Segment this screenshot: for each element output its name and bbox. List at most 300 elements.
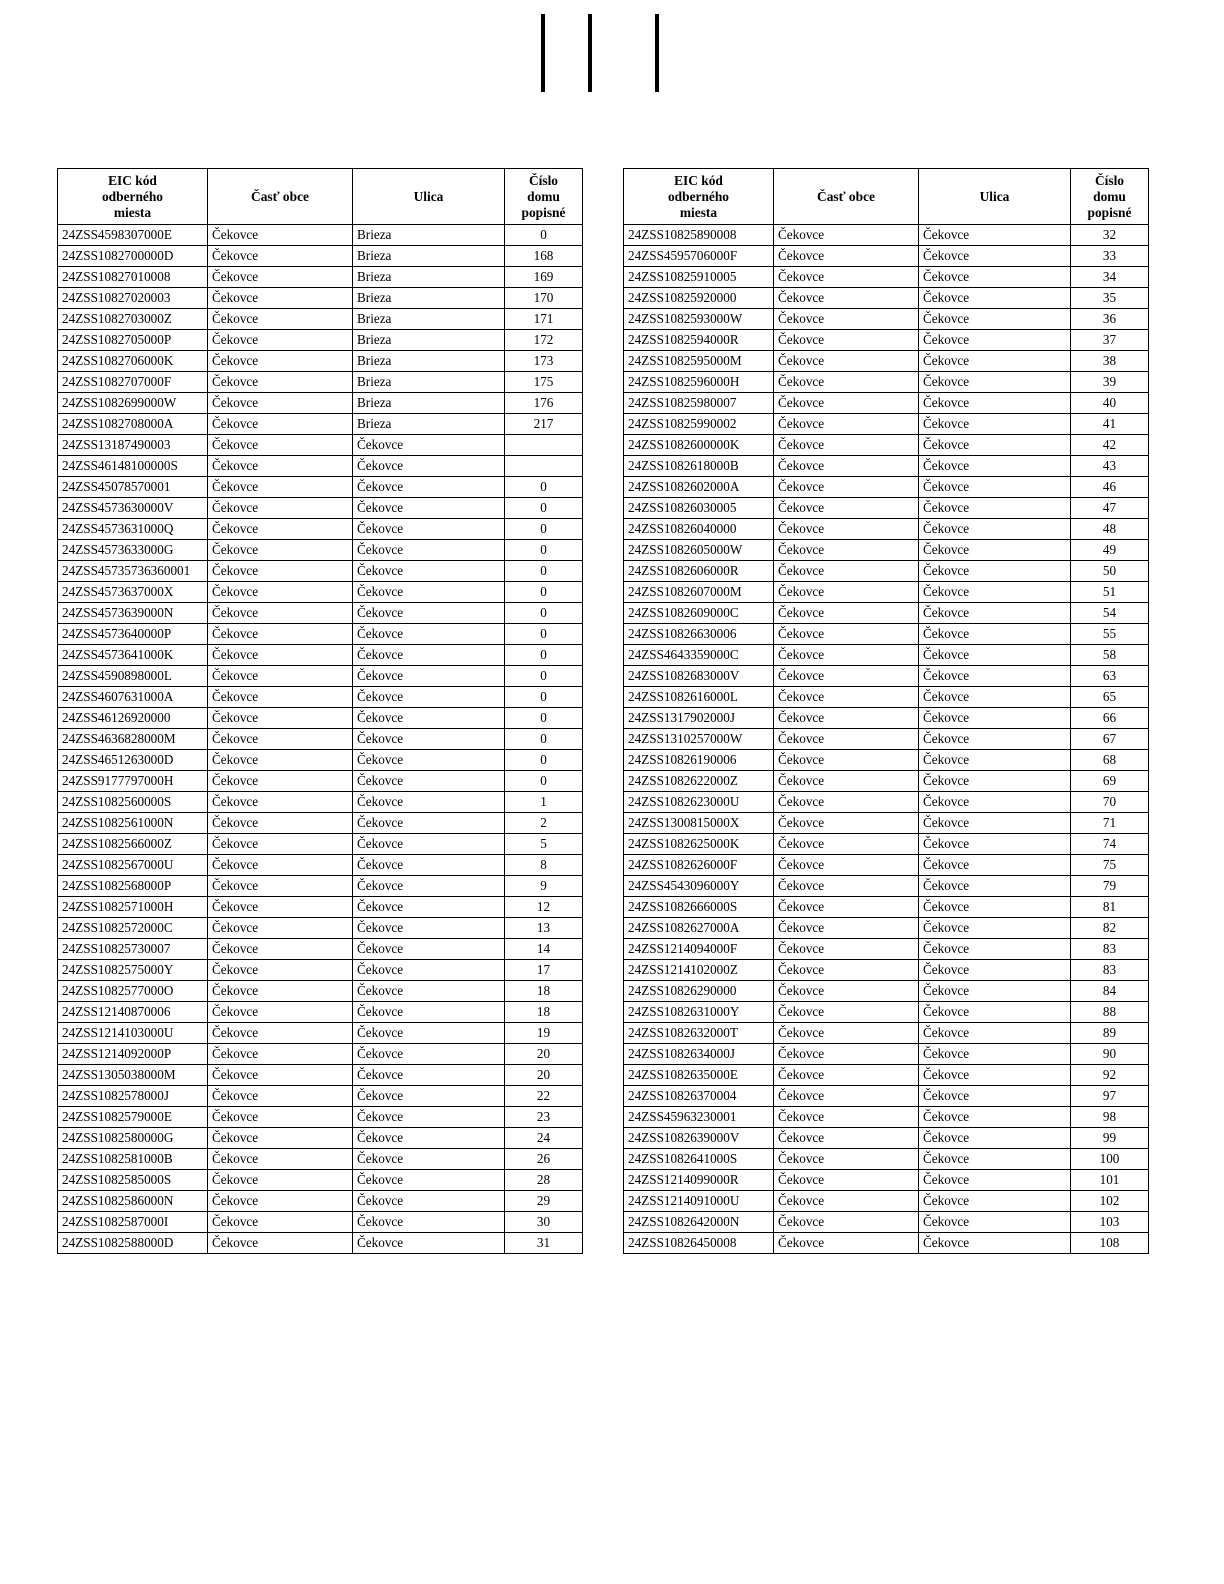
cell-cast-obce: Čekovce xyxy=(208,792,353,813)
table-row xyxy=(624,498,1149,519)
cell-ulica: Brieza xyxy=(353,372,505,393)
table-row xyxy=(58,267,583,288)
cell-cislo-domu: 36 xyxy=(1071,309,1149,330)
cell-cast-obce: Čekovce xyxy=(774,1065,919,1086)
cell-ulica: Čekovce xyxy=(353,960,505,981)
cell-cast-obce: Čekovce xyxy=(774,540,919,561)
cell-ulica: Čekovce xyxy=(919,1023,1071,1044)
cell-cislo-domu: 89 xyxy=(1071,1023,1149,1044)
cell-eic-code: 24ZSS1214102000Z xyxy=(624,960,774,981)
cell-eic-code: 24ZSS46126920000 xyxy=(58,708,208,729)
table-row xyxy=(624,288,1149,309)
cell-ulica: Čekovce xyxy=(353,1233,505,1254)
cell-eic-code: 24ZSS1082699000W xyxy=(58,393,208,414)
cell-cast-obce: Čekovce xyxy=(774,1233,919,1254)
cell-cislo-domu: 102 xyxy=(1071,1191,1149,1212)
cell-cislo-domu: 0 xyxy=(505,645,583,666)
cell-cast-obce: Čekovce xyxy=(208,309,353,330)
cell-eic-code: 24ZSS4573630000V xyxy=(58,498,208,519)
table-row xyxy=(624,876,1149,897)
cell-ulica: Čekovce xyxy=(919,267,1071,288)
cell-ulica: Čekovce xyxy=(919,1086,1071,1107)
cislo-header-line-1: Číslo xyxy=(528,173,559,188)
cell-cast-obce: Čekovce xyxy=(208,519,353,540)
cell-eic-code: 24ZSS1082641000S xyxy=(624,1149,774,1170)
cell-eic-code: 24ZSS13187490003 xyxy=(58,435,208,456)
cell-cislo-domu: 9 xyxy=(505,876,583,897)
cell-eic-code: 24ZSS1082700000D xyxy=(58,246,208,267)
cell-cast-obce: Čekovce xyxy=(208,1065,353,1086)
cell-cast-obce: Čekovce xyxy=(774,1128,919,1149)
cell-ulica: Čekovce xyxy=(919,1191,1071,1212)
cell-cislo-domu: 0 xyxy=(505,666,583,687)
cell-cast-obce: Čekovce xyxy=(208,981,353,1002)
cell-cislo-domu: 58 xyxy=(1071,645,1149,666)
cell-eic-code: 24ZSS45078570001 xyxy=(58,477,208,498)
table-row xyxy=(58,498,583,519)
cell-cast-obce: Čekovce xyxy=(208,1191,353,1212)
cell-eic-code: 24ZSS1082642000N xyxy=(624,1212,774,1233)
cell-ulica: Čekovce xyxy=(353,792,505,813)
cell-cast-obce: Čekovce xyxy=(208,624,353,645)
table-row xyxy=(58,603,583,624)
cell-cast-obce: Čekovce xyxy=(208,960,353,981)
cell-cislo-domu: 0 xyxy=(505,519,583,540)
cell-cast-obce: Čekovce xyxy=(208,477,353,498)
cislo-header-line-3: popisné xyxy=(521,204,566,220)
cislo-header-line-2: domu xyxy=(1093,188,1126,204)
cell-cast-obce: Čekovce xyxy=(774,876,919,897)
cell-ulica: Čekovce xyxy=(353,771,505,792)
cell-ulica: Brieza xyxy=(353,393,505,414)
cell-cast-obce: Čekovce xyxy=(774,813,919,834)
cell-cast-obce: Čekovce xyxy=(208,246,353,267)
cell-eic-code: 24ZSS1082626000F xyxy=(624,855,774,876)
cell-eic-code: 24ZSS4590898000L xyxy=(58,666,208,687)
cell-ulica: Čekovce xyxy=(353,498,505,519)
cell-ulica: Čekovce xyxy=(919,918,1071,939)
cell-cislo-domu: 0 xyxy=(505,771,583,792)
table-row xyxy=(624,1086,1149,1107)
cell-eic-code: 24ZSS10826030005 xyxy=(624,498,774,519)
cell-ulica: Čekovce xyxy=(919,414,1071,435)
table-row xyxy=(624,1023,1149,1044)
table-row xyxy=(624,330,1149,351)
cell-ulica: Čekovce xyxy=(919,561,1071,582)
cell-eic-code: 24ZSS1082607000M xyxy=(624,582,774,603)
cell-cislo-domu: 30 xyxy=(505,1212,583,1233)
cell-cislo-domu: 0 xyxy=(505,729,583,750)
cell-eic-code: 24ZSS1082586000N xyxy=(58,1191,208,1212)
table-header-row xyxy=(58,169,583,225)
table-row xyxy=(58,1233,583,1254)
cell-cast-obce: Čekovce xyxy=(208,393,353,414)
cell-ulica: Čekovce xyxy=(919,834,1071,855)
cell-cast-obce: Čekovce xyxy=(774,603,919,624)
cell-cast-obce: Čekovce xyxy=(208,1128,353,1149)
table-row xyxy=(624,582,1149,603)
table-row xyxy=(624,372,1149,393)
cell-cast-obce: Čekovce xyxy=(208,750,353,771)
table-row xyxy=(624,519,1149,540)
table-row xyxy=(624,771,1149,792)
cell-ulica: Čekovce xyxy=(919,792,1071,813)
cell-eic-code: 24ZSS4636828000M xyxy=(58,729,208,750)
cell-cislo-domu: 0 xyxy=(505,603,583,624)
cell-cislo-domu: 99 xyxy=(1071,1128,1149,1149)
cell-ulica: Čekovce xyxy=(353,435,505,456)
cell-eic-code: 24ZSS1082587000I xyxy=(58,1212,208,1233)
cell-eic-code: 24ZSS12140870006 xyxy=(58,1002,208,1023)
cell-cislo-domu: 97 xyxy=(1071,1086,1149,1107)
table-row xyxy=(58,393,583,414)
cell-eic-code: 24ZSS4543096000Y xyxy=(624,876,774,897)
cell-eic-code: 24ZSS10826450008 xyxy=(624,1233,774,1254)
table-row xyxy=(58,519,583,540)
cell-ulica: Brieza xyxy=(353,414,505,435)
cell-eic-code: 24ZSS10827020003 xyxy=(58,288,208,309)
cell-cast-obce: Čekovce xyxy=(208,267,353,288)
table-row xyxy=(58,225,583,246)
cell-cast-obce: Čekovce xyxy=(208,372,353,393)
cell-cast-obce: Čekovce xyxy=(774,372,919,393)
cell-eic-code: 24ZSS1082578000J xyxy=(58,1086,208,1107)
cell-cislo-domu: 98 xyxy=(1071,1107,1149,1128)
cell-cast-obce: Čekovce xyxy=(774,519,919,540)
cell-ulica: Čekovce xyxy=(353,1002,505,1023)
cell-cast-obce: Čekovce xyxy=(208,708,353,729)
cell-cislo-domu: 19 xyxy=(505,1023,583,1044)
cell-ulica: Čekovce xyxy=(353,582,505,603)
cell-cislo-domu xyxy=(505,435,583,456)
table-row xyxy=(58,897,583,918)
cell-cast-obce: Čekovce xyxy=(774,1149,919,1170)
cell-cislo-domu: 67 xyxy=(1071,729,1149,750)
cell-ulica: Čekovce xyxy=(919,309,1071,330)
cell-cast-obce: Čekovce xyxy=(774,960,919,981)
cell-ulica: Čekovce xyxy=(919,645,1071,666)
cell-ulica: Brieza xyxy=(353,246,505,267)
cell-eic-code: 24ZSS1082568000P xyxy=(58,876,208,897)
cell-ulica: Čekovce xyxy=(919,855,1071,876)
cell-ulica: Čekovce xyxy=(353,603,505,624)
cell-ulica: Čekovce xyxy=(919,1107,1071,1128)
table-row xyxy=(624,246,1149,267)
cell-ulica: Čekovce xyxy=(919,687,1071,708)
cell-cislo-domu: 69 xyxy=(1071,771,1149,792)
cell-cislo-domu: 108 xyxy=(1071,1233,1149,1254)
cell-cislo-domu: 0 xyxy=(505,687,583,708)
cell-cast-obce: Čekovce xyxy=(208,540,353,561)
cell-cast-obce: Čekovce xyxy=(208,1212,353,1233)
cell-cast-obce: Čekovce xyxy=(208,855,353,876)
cell-cislo-domu: 49 xyxy=(1071,540,1149,561)
cell-eic-code: 24ZSS1305038000M xyxy=(58,1065,208,1086)
cell-eic-code: 24ZSS1082560000S xyxy=(58,792,208,813)
cell-eic-code: 24ZSS4598307000E xyxy=(58,225,208,246)
cell-eic-code: 24ZSS1082609000C xyxy=(624,603,774,624)
table-row xyxy=(624,666,1149,687)
table-row xyxy=(624,435,1149,456)
cell-eic-code: 24ZSS1214103000U xyxy=(58,1023,208,1044)
cell-ulica: Čekovce xyxy=(353,750,505,771)
cell-cast-obce: Čekovce xyxy=(774,1023,919,1044)
cell-cislo-domu: 18 xyxy=(505,1002,583,1023)
cell-cislo-domu: 75 xyxy=(1071,855,1149,876)
cell-cast-obce: Čekovce xyxy=(774,477,919,498)
cell-eic-code: 24ZSS1214091000U xyxy=(624,1191,774,1212)
cell-eic-code: 24ZSS4573637000X xyxy=(58,582,208,603)
cell-ulica: Čekovce xyxy=(353,561,505,582)
cell-cast-obce: Čekovce xyxy=(208,330,353,351)
table-row xyxy=(624,729,1149,750)
cell-cast-obce: Čekovce xyxy=(774,729,919,750)
cell-cast-obce: Čekovce xyxy=(208,918,353,939)
cell-cast-obce: Čekovce xyxy=(774,561,919,582)
cell-eic-code: 24ZSS1082588000D xyxy=(58,1233,208,1254)
cell-cast-obce: Čekovce xyxy=(208,1107,353,1128)
table-row xyxy=(58,330,583,351)
table-row xyxy=(624,1044,1149,1065)
cell-cast-obce: Čekovce xyxy=(774,414,919,435)
cell-cast-obce: Čekovce xyxy=(774,834,919,855)
cell-eic-code: 24ZSS1082705000P xyxy=(58,330,208,351)
cell-eic-code: 24ZSS1082639000V xyxy=(624,1128,774,1149)
cell-cislo-domu: 18 xyxy=(505,981,583,1002)
cell-cislo-domu: 50 xyxy=(1071,561,1149,582)
table-row xyxy=(58,1065,583,1086)
cell-cislo-domu: 0 xyxy=(505,624,583,645)
cell-cast-obce: Čekovce xyxy=(208,813,353,834)
cell-cast-obce: Čekovce xyxy=(208,225,353,246)
cell-ulica: Čekovce xyxy=(919,1170,1071,1191)
cell-cislo-domu: 38 xyxy=(1071,351,1149,372)
cell-eic-code: 24ZSS1082666000S xyxy=(624,897,774,918)
cell-eic-code: 24ZSS1082625000K xyxy=(624,834,774,855)
cell-cislo-domu: 65 xyxy=(1071,687,1149,708)
table-row xyxy=(58,456,583,477)
cell-cislo-domu: 42 xyxy=(1071,435,1149,456)
cell-eic-code: 24ZSS4651263000D xyxy=(58,750,208,771)
cell-ulica: Čekovce xyxy=(353,855,505,876)
cell-eic-code: 24ZSS4595706000F xyxy=(624,246,774,267)
cell-cislo-domu: 1 xyxy=(505,792,583,813)
cell-ulica: Čekovce xyxy=(919,393,1071,414)
cell-eic-code: 24ZSS1082634000J xyxy=(624,1044,774,1065)
cell-cast-obce: Čekovce xyxy=(774,246,919,267)
cell-cast-obce: Čekovce xyxy=(774,918,919,939)
column-header-ulica: Ulica xyxy=(919,169,1071,225)
table-row xyxy=(58,834,583,855)
cell-eic-code: 24ZSS1082596000H xyxy=(624,372,774,393)
cell-eic-code: 24ZSS1082632000T xyxy=(624,1023,774,1044)
cell-eic-code: 24ZSS1082635000E xyxy=(624,1065,774,1086)
table-row xyxy=(624,267,1149,288)
cell-eic-code: 24ZSS1082577000O xyxy=(58,981,208,1002)
column-header-cislo-domu xyxy=(505,169,583,225)
table-body-right xyxy=(624,225,1149,1254)
table-row xyxy=(58,855,583,876)
cell-eic-code: 24ZSS1214094000F xyxy=(624,939,774,960)
cell-ulica: Čekovce xyxy=(353,897,505,918)
cell-eic-code: 24ZSS1082567000U xyxy=(58,855,208,876)
table-row xyxy=(624,393,1149,414)
cell-cislo-domu: 79 xyxy=(1071,876,1149,897)
table-row xyxy=(58,351,583,372)
table-header-row xyxy=(624,169,1149,225)
cell-eic-code: 24ZSS1082561000N xyxy=(58,813,208,834)
cell-cast-obce: Čekovce xyxy=(208,561,353,582)
cell-ulica: Čekovce xyxy=(919,939,1071,960)
cell-eic-code: 24ZSS1300815000X xyxy=(624,813,774,834)
cell-cast-obce: Čekovce xyxy=(774,750,919,771)
cell-cislo-domu: 43 xyxy=(1071,456,1149,477)
cell-cislo-domu: 34 xyxy=(1071,267,1149,288)
cell-cislo-domu: 5 xyxy=(505,834,583,855)
cell-eic-code: 24ZSS10825890008 xyxy=(624,225,774,246)
table-row xyxy=(58,750,583,771)
cell-cast-obce: Čekovce xyxy=(208,414,353,435)
cell-cast-obce: Čekovce xyxy=(774,771,919,792)
cell-cast-obce: Čekovce xyxy=(774,309,919,330)
cell-cislo-domu: 0 xyxy=(505,708,583,729)
cell-ulica: Čekovce xyxy=(919,1233,1071,1254)
table-row xyxy=(58,1107,583,1128)
cell-cislo-domu xyxy=(505,456,583,477)
cell-cast-obce: Čekovce xyxy=(774,1002,919,1023)
cell-ulica: Čekovce xyxy=(919,435,1071,456)
table-row xyxy=(624,960,1149,981)
table-row xyxy=(624,351,1149,372)
cell-eic-code: 24ZSS1082683000V xyxy=(624,666,774,687)
table-row xyxy=(58,939,583,960)
cell-ulica: Čekovce xyxy=(353,687,505,708)
cell-ulica: Čekovce xyxy=(353,1023,505,1044)
cell-cislo-domu: 31 xyxy=(505,1233,583,1254)
cell-ulica: Čekovce xyxy=(353,1107,505,1128)
table-row xyxy=(624,561,1149,582)
cell-ulica: Čekovce xyxy=(919,960,1071,981)
eic-header-line-3: miesta xyxy=(113,204,152,220)
cell-ulica: Čekovce xyxy=(919,246,1071,267)
cell-ulica: Čekovce xyxy=(353,708,505,729)
cell-eic-code: 24ZSS1082606000R xyxy=(624,561,774,582)
table-row xyxy=(58,309,583,330)
cell-cislo-domu: 0 xyxy=(505,225,583,246)
cell-cast-obce: Čekovce xyxy=(208,288,353,309)
cell-ulica: Čekovce xyxy=(353,1149,505,1170)
cell-cast-obce: Čekovce xyxy=(208,582,353,603)
cell-ulica: Čekovce xyxy=(353,834,505,855)
cell-cast-obce: Čekovce xyxy=(208,1044,353,1065)
table-row xyxy=(624,309,1149,330)
table-row xyxy=(624,603,1149,624)
table-row xyxy=(58,1191,583,1212)
cell-cislo-domu: 20 xyxy=(505,1044,583,1065)
cell-cast-obce: Čekovce xyxy=(774,666,919,687)
cell-cislo-domu: 41 xyxy=(1071,414,1149,435)
cell-cast-obce: Čekovce xyxy=(208,666,353,687)
cell-cislo-domu: 8 xyxy=(505,855,583,876)
cell-cislo-domu: 171 xyxy=(505,309,583,330)
table-row xyxy=(58,1023,583,1044)
cell-cast-obce: Čekovce xyxy=(208,435,353,456)
cell-cislo-domu: 90 xyxy=(1071,1044,1149,1065)
table-row xyxy=(624,1128,1149,1149)
tables-container xyxy=(57,168,1167,1254)
table-body-left xyxy=(58,225,583,1254)
cell-ulica: Čekovce xyxy=(919,330,1071,351)
table-row xyxy=(624,1170,1149,1191)
cell-ulica: Čekovce xyxy=(919,1212,1071,1233)
cell-ulica: Čekovce xyxy=(919,1128,1071,1149)
cell-ulica: Čekovce xyxy=(919,351,1071,372)
cell-cislo-domu: 81 xyxy=(1071,897,1149,918)
top-redaction-marks xyxy=(0,14,1224,94)
table-row xyxy=(58,813,583,834)
cell-cast-obce: Čekovce xyxy=(774,393,919,414)
table-row xyxy=(624,1107,1149,1128)
cell-ulica: Čekovce xyxy=(353,729,505,750)
cell-ulica: Čekovce xyxy=(353,456,505,477)
cell-cislo-domu: 23 xyxy=(505,1107,583,1128)
cell-eic-code: 24ZSS10826040000 xyxy=(624,519,774,540)
cell-cislo-domu: 63 xyxy=(1071,666,1149,687)
cell-cast-obce: Čekovce xyxy=(774,1107,919,1128)
table-row xyxy=(624,645,1149,666)
table-row xyxy=(58,1149,583,1170)
cell-cislo-domu: 0 xyxy=(505,750,583,771)
eic-table-right xyxy=(623,168,1149,1254)
cell-cast-obce: Čekovce xyxy=(208,939,353,960)
cell-cislo-domu: 169 xyxy=(505,267,583,288)
cell-cislo-domu: 0 xyxy=(505,540,583,561)
cell-cislo-domu: 48 xyxy=(1071,519,1149,540)
cell-eic-code: 24ZSS10825730007 xyxy=(58,939,208,960)
table-row xyxy=(624,456,1149,477)
cell-cast-obce: Čekovce xyxy=(208,498,353,519)
cell-eic-code: 24ZSS1082579000E xyxy=(58,1107,208,1128)
cell-cast-obce: Čekovce xyxy=(774,897,919,918)
cell-cast-obce: Čekovce xyxy=(774,288,919,309)
column-header-eic xyxy=(58,169,208,225)
table-row xyxy=(58,372,583,393)
cell-cislo-domu: 173 xyxy=(505,351,583,372)
cell-cast-obce: Čekovce xyxy=(774,330,919,351)
cell-eic-code: 24ZSS10825990002 xyxy=(624,414,774,435)
cell-eic-code: 24ZSS4573641000K xyxy=(58,645,208,666)
cell-ulica: Čekovce xyxy=(353,918,505,939)
cell-ulica: Čekovce xyxy=(919,372,1071,393)
cell-ulica: Čekovce xyxy=(919,1002,1071,1023)
cell-cislo-domu: 170 xyxy=(505,288,583,309)
cell-ulica: Čekovce xyxy=(353,939,505,960)
cell-eic-code: 24ZSS10825980007 xyxy=(624,393,774,414)
eic-table-left xyxy=(57,168,583,1254)
column-header-ulica: Ulica xyxy=(353,169,505,225)
cell-eic-code: 24ZSS1082575000Y xyxy=(58,960,208,981)
cell-eic-code: 24ZSS45735736360001 xyxy=(58,561,208,582)
cell-cislo-domu: 70 xyxy=(1071,792,1149,813)
table-row xyxy=(58,876,583,897)
cell-cast-obce: Čekovce xyxy=(208,876,353,897)
cell-cislo-domu: 0 xyxy=(505,498,583,519)
cell-ulica: Čekovce xyxy=(919,813,1071,834)
cell-eic-code: 24ZSS1082622000Z xyxy=(624,771,774,792)
eic-header-line-1: EIC kód xyxy=(108,173,157,188)
cell-cast-obce: Čekovce xyxy=(208,1023,353,1044)
table-row xyxy=(624,225,1149,246)
